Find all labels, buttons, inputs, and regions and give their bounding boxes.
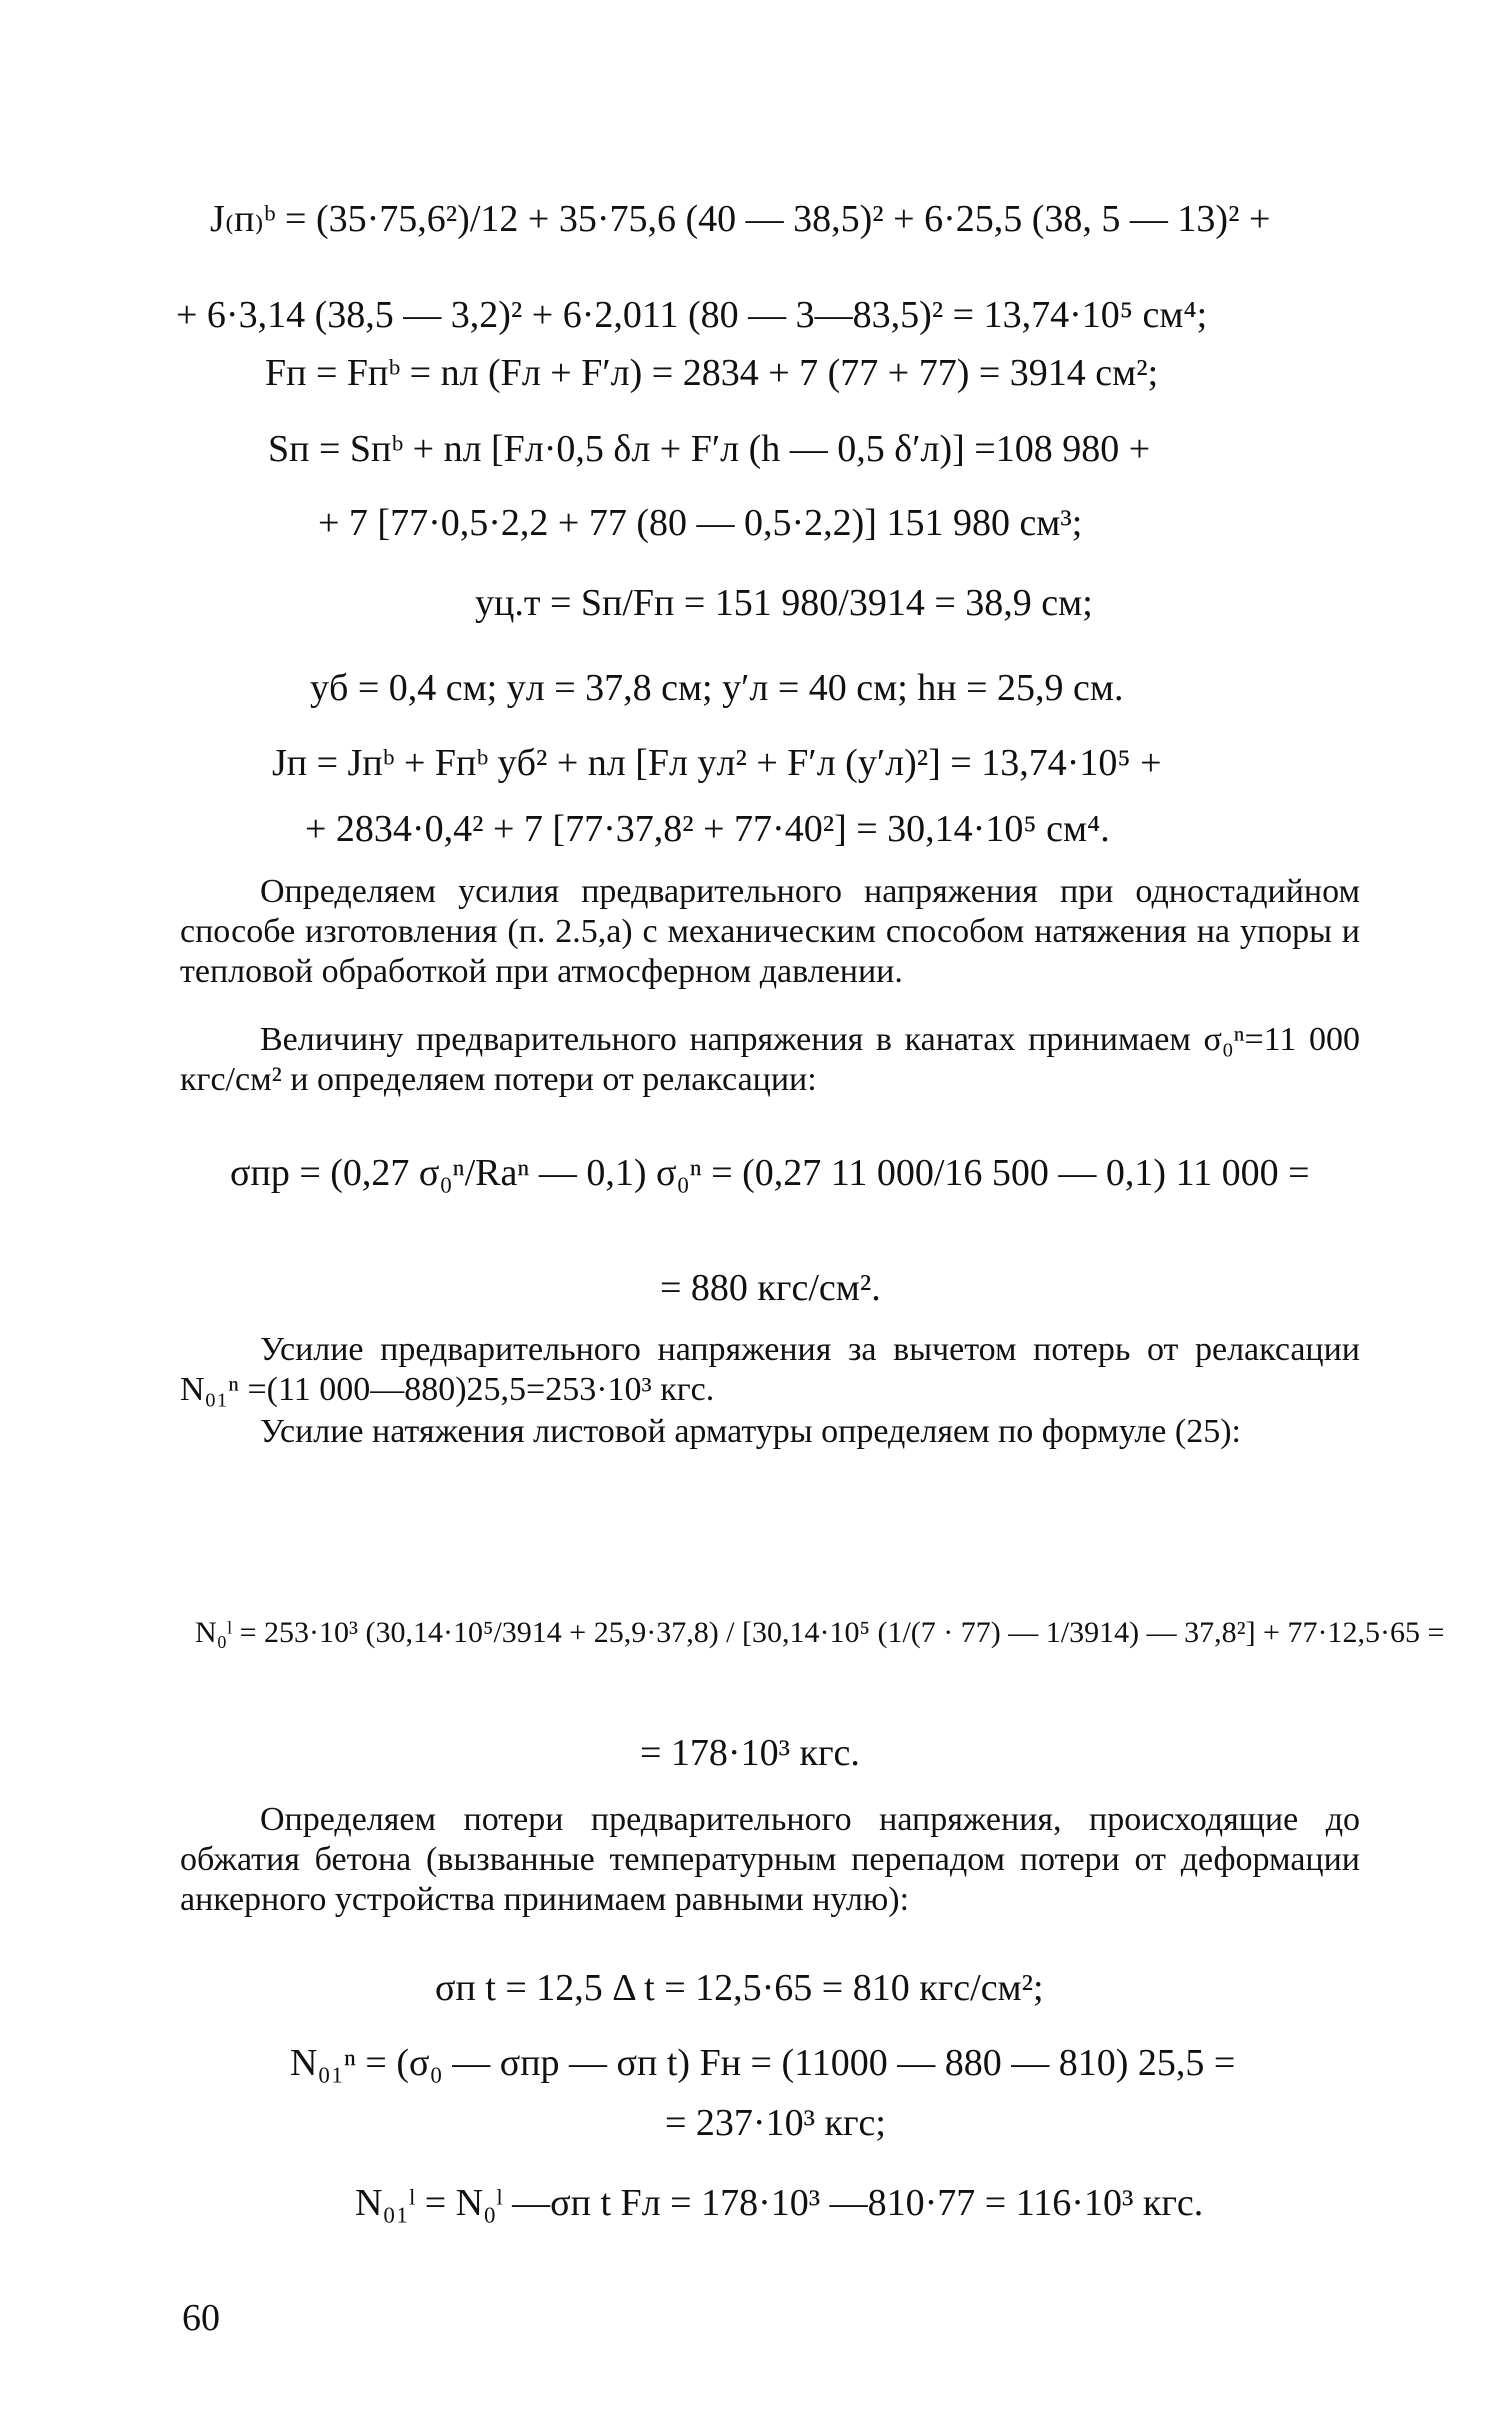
equation-n01h-line1: N₀₁ⁿ = (σ₀ — σпр — σп t) Fн = (11000 — 880 — 810) 25,5 = (290, 2042, 1236, 2084)
equation-y-values: yб = 0,4 см; yл = 37,8 см; y′л = 40 см; hн = 25,9 см. (310, 667, 1124, 709)
paragraph-force-after-relaxation: Усилие предварительного напряжения за вычетом потерь от релаксации N₀₁ⁿ =(11 000—880)25,5=253·10³ кгс. (180, 1331, 1360, 1408)
equation-y-ct: yц.т = Sп/Fп = 151 980/3914 = 38,9 см; (475, 582, 1093, 624)
equation-n01l: N₀₁ˡ = N₀ˡ —σп t Fл = 178·10³ —810·77 = 116·10³ кгс. (355, 2182, 1204, 2224)
equation-jp-line2: + 2834·0,4² + 7 [77·37,8² + 77·40²] = 30,14·10⁵ см⁴. (305, 808, 1110, 850)
paragraph-prestress-value: Величину предварительного напряжения в канатах принимаем σ₀ⁿ=11 000 кгс/см² и определяем потери от релаксации: (180, 1021, 1360, 1098)
paragraph-sheet-reinforcement: Усилие натяжения листовой арматуры определяем по формуле (25): (260, 1413, 1241, 1450)
equation-sigma-pr-line1: σпр = (0,27 σ₀ⁿ/Rаⁿ — 0,1) σ₀ⁿ = (0,27 11 000/16 500 — 0,1) 11 000 = (230, 1152, 1310, 1194)
equation-jp-b-line2: + 6·3,14 (38,5 — 3,2)² + 6·2,011 (80 — 3—83,5)² = 13,74·10⁵ см⁴; (176, 294, 1208, 336)
equation-jp-line1: Jп = Jпᵇ + Fпᵇ yб² + nл [Fл yл² + F′л (y′л)²] = 13,74·10⁵ + (272, 742, 1162, 784)
equation-jp-b-line1: J₍п₎ᵇ = (35·75,6²)/12 + 35·75,6 (40 — 38,5)² + 6·25,5 (38, 5 — 13)² + (210, 198, 1271, 240)
equation-n0l-line1: N₀ˡ = 253·10³ (30,14·10⁵/3914 + 25,9·37,8) / [30,14·10⁵ (1/(7 · 77) — 1/3914) — 37,8²] + 77·12,5·65 = (195, 1616, 1445, 1649)
equation-n0l-line2: = 178·10³ кгс. (640, 1732, 860, 1774)
equation-sp-line2: + 7 [77·0,5·2,2 + 77 (80 — 0,5·2,2)] 151 980 см³; (318, 502, 1083, 544)
equation-sp-line1: Sп = Sпᵇ + nл [Fл·0,5 δл + F′л (h — 0,5 δ′л)] =108 980 + (268, 428, 1151, 470)
page-number: 60 (182, 2297, 220, 2339)
paragraph-prestress-method: Определяем усилия предварительного напряжения при одностадийном способе изготовления (п. 2.5,а) с механическим способом натяжения на упоры и тепловой обработкой при атмосферном давлении. (180, 873, 1360, 990)
paragraph-losses: Определяем потери предварительного напряжения, происходящие до обжатия бетона (вызванные температурным перепадом потери от деформации анкерного устройства принимаем равными нулю): (180, 1801, 1360, 1918)
equation-fp: Fп = Fпᵇ = nл (Fл + F′л) = 2834 + 7 (77 + 77) = 3914 см²; (265, 352, 1159, 394)
equation-sigma-pr-line2: = 880 кгс/см². (660, 1267, 881, 1309)
equation-n01h-line2: = 237·10³ кгс; (665, 2102, 886, 2144)
equation-sigma-pt: σп t = 12,5 Δ t = 12,5·65 = 810 кгс/см²; (435, 1967, 1044, 2009)
